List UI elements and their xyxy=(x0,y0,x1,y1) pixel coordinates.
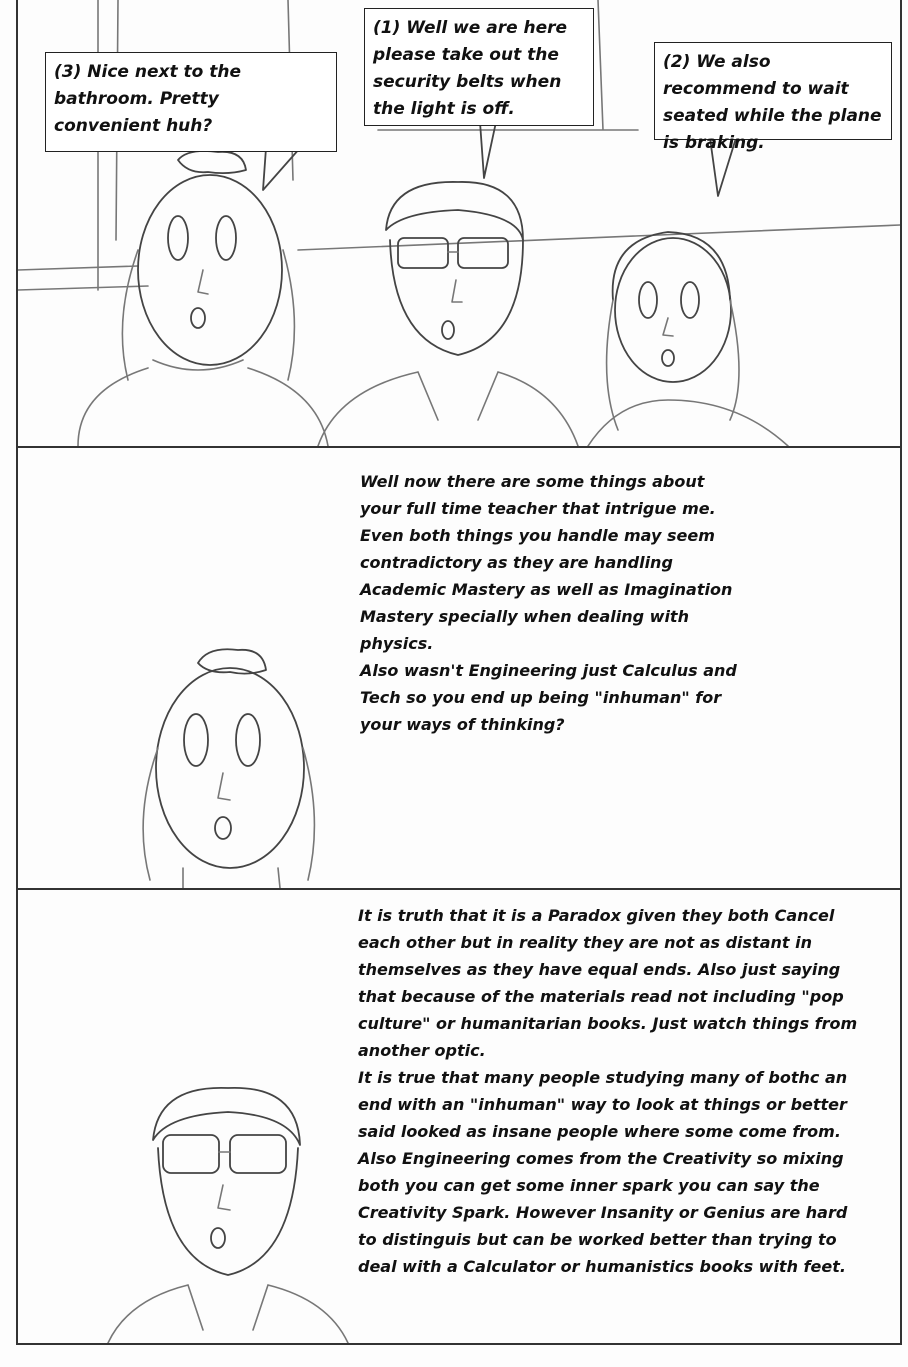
bubble-2-number: (2) xyxy=(663,52,691,72)
speech-bubble-2 xyxy=(654,42,892,153)
bubble-3-text: Nice next to the bathroom. Pretty convenient huh? xyxy=(54,62,242,136)
bubble-2-text: We also recommend to wait seated while the plane is braking. xyxy=(663,52,882,153)
bubble-3-number: (3) xyxy=(54,62,82,82)
character-girl-closeup xyxy=(143,649,314,888)
bubble-1-text: Well we are here please take out the security belts when the light is off. xyxy=(373,18,568,119)
speech-bubble-1 xyxy=(364,8,594,126)
speech-bubble-3 xyxy=(45,52,337,152)
character-boy-closeup xyxy=(108,1088,348,1343)
character-left xyxy=(78,151,328,446)
bubble-1-number: (1) xyxy=(373,18,401,38)
panel-2-narration: Well now there are some things about your full time teacher that intrigue me. Even both things you handle may seem contradictory as they are handling Academic Mastery as well as Imagination Mastery specially when dealing with physics. Also wasn't Engineering just Calculus and Tech so you end up being "inhuman" for your ways of thinking? xyxy=(360,472,737,734)
character-center xyxy=(318,182,578,446)
panel-3-narration: It is truth that it is a Paradox given they both Cancel each other but in reality they are not as distant in themselves as they have equal ends. Also just saying that because of the materials read not including "pop culture" or humanitarian books. Just watch things from another optic. It is true that many people studying many of bothc an end with an "inhuman" way to look at things or better said looked as insane people where some come from. Also Engineering comes from the Creativity so mixing both you can get some inner spark you can say the Creativity Spark. However Insanity or Genius are hard to distinguis but can be worked better than trying to deal with a Calculator or humanistics books with feet. xyxy=(358,906,858,1276)
panel-1 xyxy=(18,0,900,446)
character-right xyxy=(588,232,788,446)
panel-border-bottom xyxy=(16,1343,902,1345)
panel-border-right xyxy=(900,0,902,1345)
panel-3 xyxy=(18,890,900,1343)
panel-2 xyxy=(18,448,900,888)
